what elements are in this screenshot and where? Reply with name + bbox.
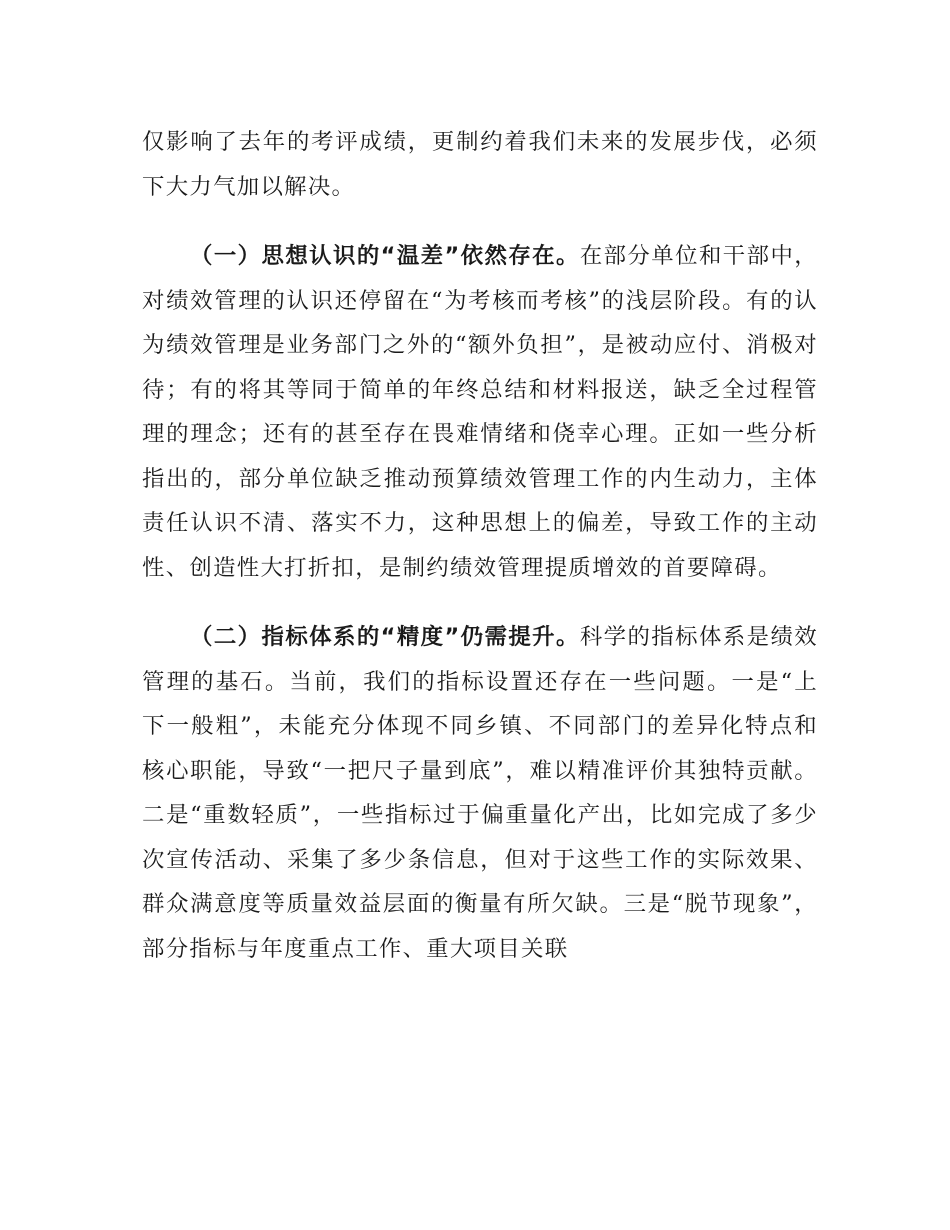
paragraph-section-1 (142, 234, 818, 590)
paragraph-continuation (142, 120, 818, 209)
paragraph-body: 科学的指标体系是绩效管理的基石。当前，我们的指标设置还存在一些问题。一是“上下一般粗”，未能充分体现不同乡镇、不同部门的差异化特点和核心职能，导致“一把尺子量到底”，难以精准评价其独特贡献。二是“重数轻质”，一些指标过于偏重量化产出，比如完成了多少次宣传活动、采集了多少条信息，但对于这些工作的实际效果、群众满意度等质量效益层面的衡量有所欠缺。三是“脱节现象”，部分指标与年度重点工作、重大项目关联 (142, 624, 819, 962)
section-heading: （一）思想认识的“温差”依然存在。 (190, 243, 580, 269)
paragraph-body: 仅影响了去年的考评成绩，更制约着我们未来的发展步伐，必须下大力气加以解决。 (142, 129, 818, 200)
paragraph-section-2 (142, 615, 818, 971)
section-heading: （二）指标体系的“精度”仍需提升。 (190, 624, 580, 650)
document-page (142, 120, 818, 971)
paragraph-body: 在部分单位和干部中，对绩效管理的认识还停留在“为考核而考核”的浅层阶段。有的认为绩效管理是业务部门之外的“额外负担”，是被动应付、消极对待；有的将其等同于简单的年终总结和材料报送，缺乏全过程管理的理念；还有的甚至存在畏难情绪和侥幸心理。正如一些分析指出的，部分单位缺乏推动预算绩效管理工作的内生动力，主体责任认识不清、落实不力，这种思想上的偏差，导致工作的主动性、创造性大打折扣，是制约绩效管理提质增效的首要障碍。 (142, 243, 819, 581)
